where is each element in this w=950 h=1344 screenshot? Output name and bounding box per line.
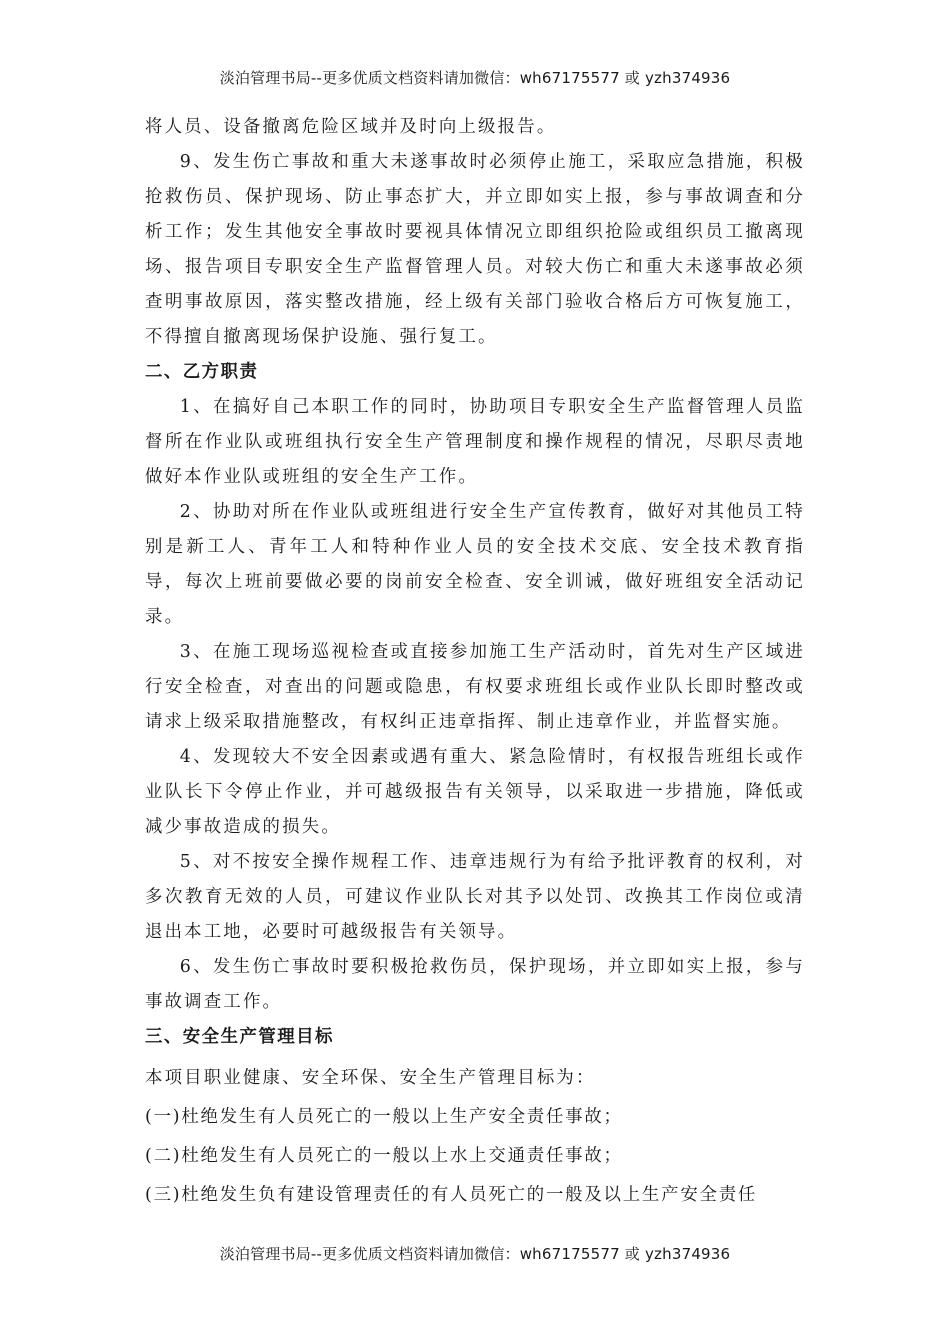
safety-goal-2: (二)杜绝发生有人员死亡的一般以上水上交通责任事故； — [145, 1146, 623, 1166]
party-b-item-3: 3、在施工现场巡视检查或直接参加施工生产活动时，首先对生产区域进行安全检查，对查出的问题或隐患，有权要求班组长或作业队长即时整改或请求上级采取措施整改，有权纠正违章指挥、制止违章作业，并监督实施。 — [145, 642, 805, 732]
section-heading-party-b: 二、乙方职责 — [145, 362, 259, 382]
paragraph-continuation: 将人员、设备撤离危险区域并及时向上级报告。 — [145, 117, 557, 137]
party-b-item-5: 5、对不按安全操作规程工作、违章违规行为有给予批评教育的权利，对多次教育无效的人员，可建议作业队长对其予以处罚、改换其工作岗位或清退出本工地，必要时可越级报告有关领导。 — [145, 852, 805, 942]
safety-goal-3: (三)杜绝发生负有建设管理责任的有人员死亡的一般及以上生产安全责任 — [145, 1185, 758, 1205]
document-body — [145, 110, 805, 1213]
party-b-item-6: 6、发生伤亡事故时要积极抢救伤员，保护现场，并立即如实上报，参与事故调查工作。 — [145, 957, 805, 1012]
page-header: 淡泊管理书局--更多优质文档资料请加微信：wh67175577 或 yzh374936 — [219, 69, 731, 87]
page-footer: 淡泊管理书局--更多优质文档资料请加微信：wh67175577 或 yzh374936 — [219, 1245, 731, 1263]
party-b-item-2: 2、协助对所在作业队或班组进行安全生产宣传教育，做好对其他员工特别是新工人、青年工人和特种作业人员的安全技术交底、安全技术教育指导，每次上班前要做必要的岗前安全检查、安全训诫，做好班组安全活动记录。 — [145, 502, 805, 627]
safety-goals-intro: 本项目职业健康、安全环保、安全生产管理目标为： — [145, 1068, 596, 1088]
party-b-item-1: 1、在搞好自己本职工作的同时，协助项目专职安全生产监督管理人员监督所在作业队或班组执行安全生产管理制度和操作规程的情况，尽职尽责地做好本作业队或班组的安全生产工作。 — [145, 397, 805, 487]
safety-goal-1: (一)杜绝发生有人员死亡的一般以上生产安全责任事故； — [145, 1107, 623, 1127]
party-b-item-4: 4、发现较大不安全因素或遇有重大、紧急险情时，有权报告班组长或作业队长下令停止作业，并可越级报告有关领导，以采取进一步措施，降低或减少事故造成的损失。 — [145, 747, 805, 837]
section-heading-safety-goals: 三、安全生产管理目标 — [145, 1027, 334, 1047]
paragraph-item-9: 9、发生伤亡事故和重大未遂事故时必须停止施工，采取应急措施，积极抢救伤员、保护现场、防止事态扩大，并立即如实上报，参与事故调查和分析工作；发生其他安全事故时要视具体情况立即组织抢险或组织员工撤离现场、报告项目专职安全生产监督管理人员。对较大伤亡和重大未遂事故必须查明事故原因，落实整改措施，经上级有关部门验收合格后方可恢复施工，不得擅自撤离现场保护设施、强行复工。 — [145, 152, 805, 347]
